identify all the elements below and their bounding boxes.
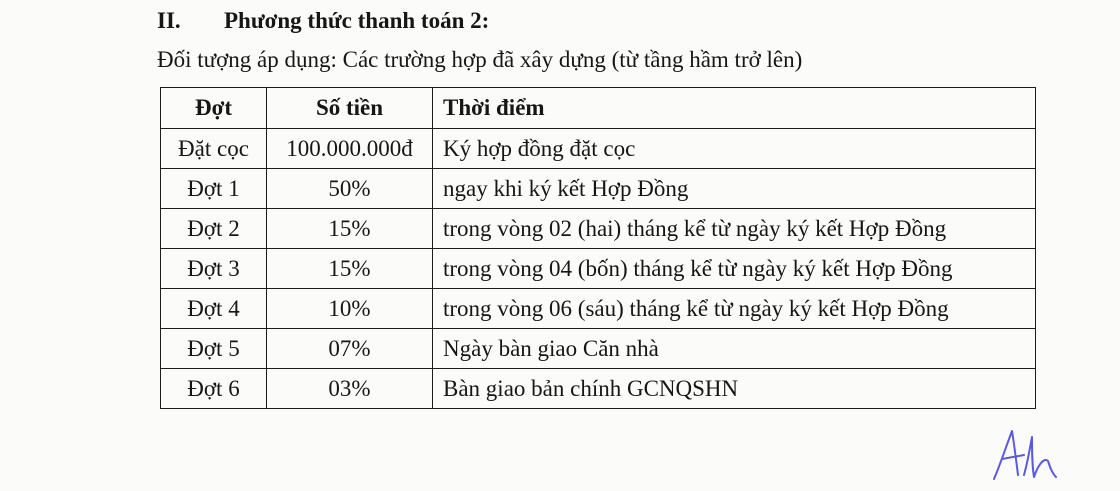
timing-cell: Bàn giao bản chính GCNQSHN bbox=[433, 369, 1036, 409]
installment-cell: Đợt 2 bbox=[161, 209, 267, 249]
timing-cell: Ký hợp đồng đặt cọc bbox=[433, 129, 1036, 169]
installment-cell: Đặt cọc bbox=[161, 129, 267, 169]
table-row bbox=[161, 129, 1036, 169]
timing-cell: Ngày bàn giao Căn nhà bbox=[433, 329, 1036, 369]
header-timing: Thời điểm bbox=[433, 88, 1036, 129]
timing-cell: trong vòng 04 (bốn) tháng kể từ ngày ký kết Hợp Đồng bbox=[433, 249, 1036, 289]
table-header-row bbox=[161, 88, 1036, 129]
handwritten-signature bbox=[990, 425, 1060, 483]
table-row bbox=[161, 329, 1036, 369]
amount-cell: 15% bbox=[267, 209, 433, 249]
installment-cell: Đợt 3 bbox=[161, 249, 267, 289]
table-row bbox=[161, 209, 1036, 249]
table-row bbox=[161, 169, 1036, 209]
timing-cell: trong vòng 06 (sáu) tháng kể từ ngày ký kết Hợp Đồng bbox=[433, 289, 1036, 329]
header-installment: Đợt bbox=[161, 88, 267, 129]
section-title: Phương thức thanh toán 2: bbox=[224, 8, 490, 33]
amount-cell: 03% bbox=[267, 369, 433, 409]
amount-cell: 10% bbox=[267, 289, 433, 329]
table-row bbox=[161, 289, 1036, 329]
timing-cell: ngay khi ký kết Hợp Đồng bbox=[433, 169, 1036, 209]
installment-cell: Đợt 4 bbox=[161, 289, 267, 329]
table-row bbox=[161, 249, 1036, 289]
section-heading bbox=[157, 8, 489, 34]
installment-cell: Đợt 1 bbox=[161, 169, 267, 209]
signature-stroke bbox=[994, 431, 1056, 479]
table-row bbox=[161, 369, 1036, 409]
amount-cell: 100.000.000đ bbox=[267, 129, 433, 169]
section-number: II. bbox=[157, 8, 181, 33]
amount-cell: 15% bbox=[267, 249, 433, 289]
header-amount: Số tiền bbox=[267, 88, 433, 129]
scope-line: Đối tượng áp dụng: Các trường hợp đã xây dựng (từ tầng hầm trở lên) bbox=[157, 47, 803, 72]
amount-cell: 07% bbox=[267, 329, 433, 369]
amount-cell: 50% bbox=[267, 169, 433, 209]
timing-cell: trong vòng 02 (hai) tháng kể từ ngày ký kết Hợp Đồng bbox=[433, 209, 1036, 249]
installment-cell: Đợt 5 bbox=[161, 329, 267, 369]
payment-schedule-table bbox=[160, 87, 1036, 409]
installment-cell: Đợt 6 bbox=[161, 369, 267, 409]
